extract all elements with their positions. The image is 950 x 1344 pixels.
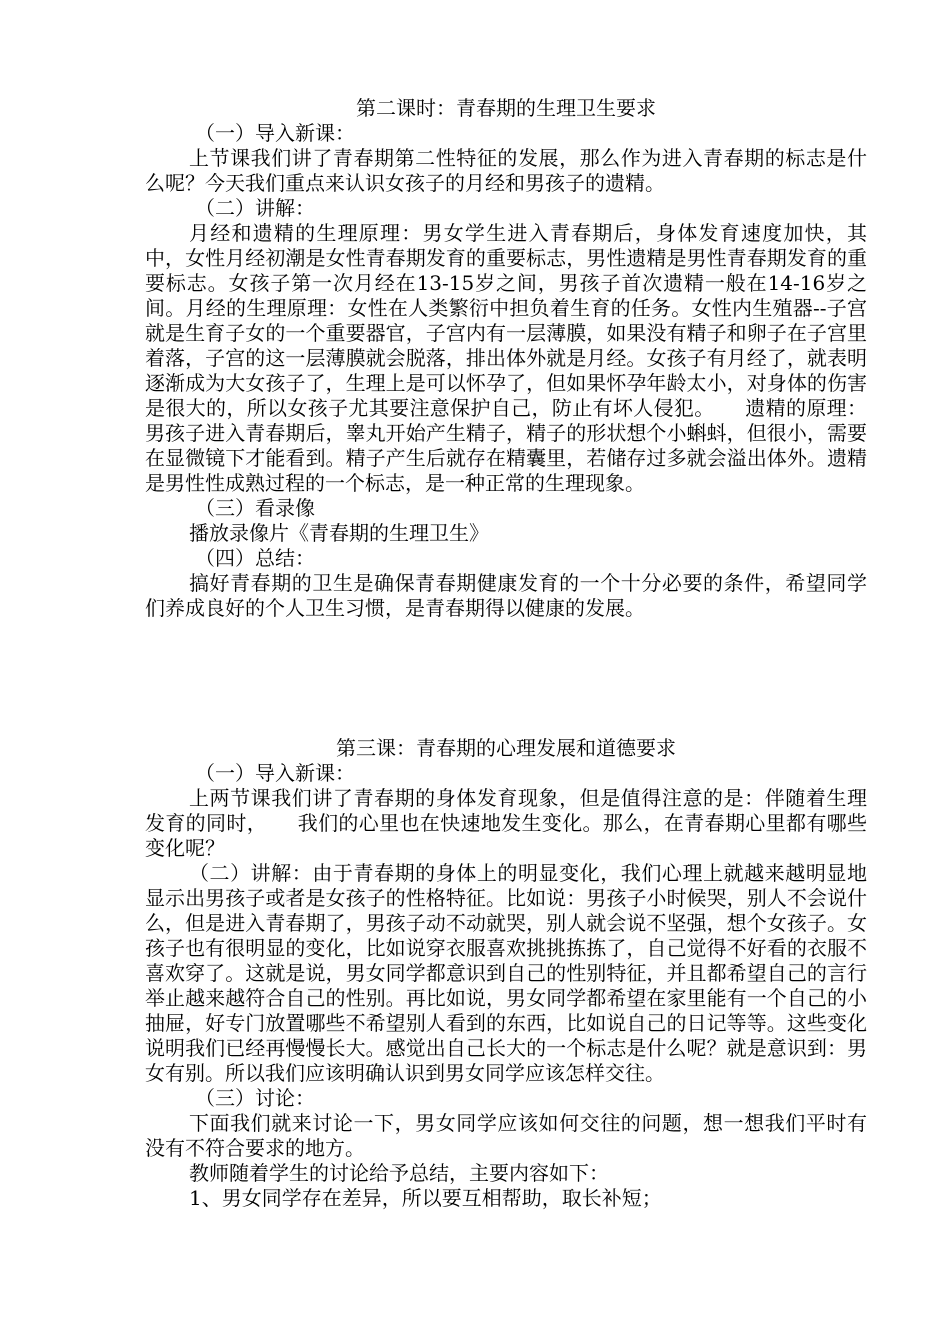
lesson2-intro-heading: （一）导入新课：: [195, 121, 355, 145]
section-spacer: [145, 621, 867, 736]
lesson2-title: 第二课时：青春期的生理卫生要求: [356, 96, 656, 120]
document-page: [145, 96, 867, 1211]
lesson3-explain-text: （二）讲解：由于青春期的身体上的明显变化，我们心理上就越来越明显地显示出男孩子或者是女孩子的性格特征。比如说：男孩子小时候哭，别人不会说什么，但是进入青春期了，男孩子动不动就哭，别人就会说不坚强，想个女孩子。女孩子也有很明显的变化，比如说穿衣服喜欢挑挑拣拣了，自己觉得不好看的衣服不喜欢穿了。这就是说，男女同学都意识到自己的性别特征，并且都希望自己的言行举止越来越符合自己的性别。再比如说，男女同学都希望在家里能有一个自己的小抽屉，好专门放置哪些不希望别人看到的东西，比如说自己的日记等等。这些变化说明我们已经再慢慢长大。感觉出自己长大的一个标志是什么呢？就是意识到：男女有别。所以我们应该明确认识到男女同学应该怎样交往。: [145, 861, 867, 1085]
lesson3-point-1: 1、男女同学存在差异，所以要互相帮助，取长补短；: [189, 1186, 662, 1210]
lesson3-discuss-text: 下面我们就来讨论一下，男女同学应该如何交往的问题，想一想我们平时有没有不符合要求的地方。: [145, 1111, 867, 1160]
lesson2-explain-text: 月经和遗精的生理原理：男女学生进入青春期后，身体发育速度加快，其中，女性月经初潮是女性青春期发育的重要标志，男性遗精是男性青春期发育的重要标志。女孩子第一次月经在13-15岁之间，男孩子首次遗精一般在14-16岁之间。月经的生理原理：女性在人类繁衍中担负着生育的任务。女性内生殖器--子宫就是生育子女的一个重要器官，子宫内有一层薄膜，如果没有精子和卵子在子宫里着落，子宫的这一层薄膜就会脱落，排出体外就是月经。女孩子有月经了，就表明逐渐成为大女孩子了，生理上是可以怀孕了，但如果怀孕年龄太小，对身体的伤害是很大的，所以女孩子尤其要注意保护自己，防止有坏人侵犯。 遗精的原理：男孩子进入青春期后，睾丸开始产生精子，精子的形状想个小蝌蚪，但很小，需要在显微镜下才能看到。精子产生后就存在精囊里，若储存过多就会溢出体外。遗精是男性性成熟过程的一个标志，是一种正常的生理现象。: [145, 221, 867, 495]
lesson3-discuss-heading: （三）讨论：: [195, 1086, 315, 1110]
lesson3-intro-text: 上两节课我们讲了青春期的身体发育现象，但是值得注意的是：伴随着生理发育的同时， 我们的心里也在快速地发生变化。那么，在青春期心里都有哪些变化呢？: [145, 786, 867, 860]
lesson2-intro-text: 上节课我们讲了青春期第二性特征的发展，那么作为进入青春期的标志是什么呢？今天我们重点来认识女孩子的月经和男孩子的遗精。: [145, 146, 867, 195]
lesson3-title: 第三课：青春期的心理发展和道德要求: [336, 736, 676, 760]
lesson3-teacher-text: 教师随着学生的讨论给予总结，主要内容如下：: [189, 1161, 609, 1185]
lesson3-intro-heading: （一）导入新课：: [195, 761, 355, 785]
lesson2-explain-heading: （二）讲解：: [195, 196, 315, 220]
lesson2-video-heading: （三）看录像: [195, 496, 315, 520]
lesson2-summary-text: 搞好青春期的卫生是确保青春期健康发育的一个十分必要的条件，希望同学们养成良好的个人卫生习惯，是青春期得以健康的发展。: [145, 571, 867, 620]
lesson2-summary-heading: （四）总结：: [195, 546, 315, 570]
lesson2-video-text: 播放录像片《青春期的生理卫生》: [189, 521, 489, 545]
